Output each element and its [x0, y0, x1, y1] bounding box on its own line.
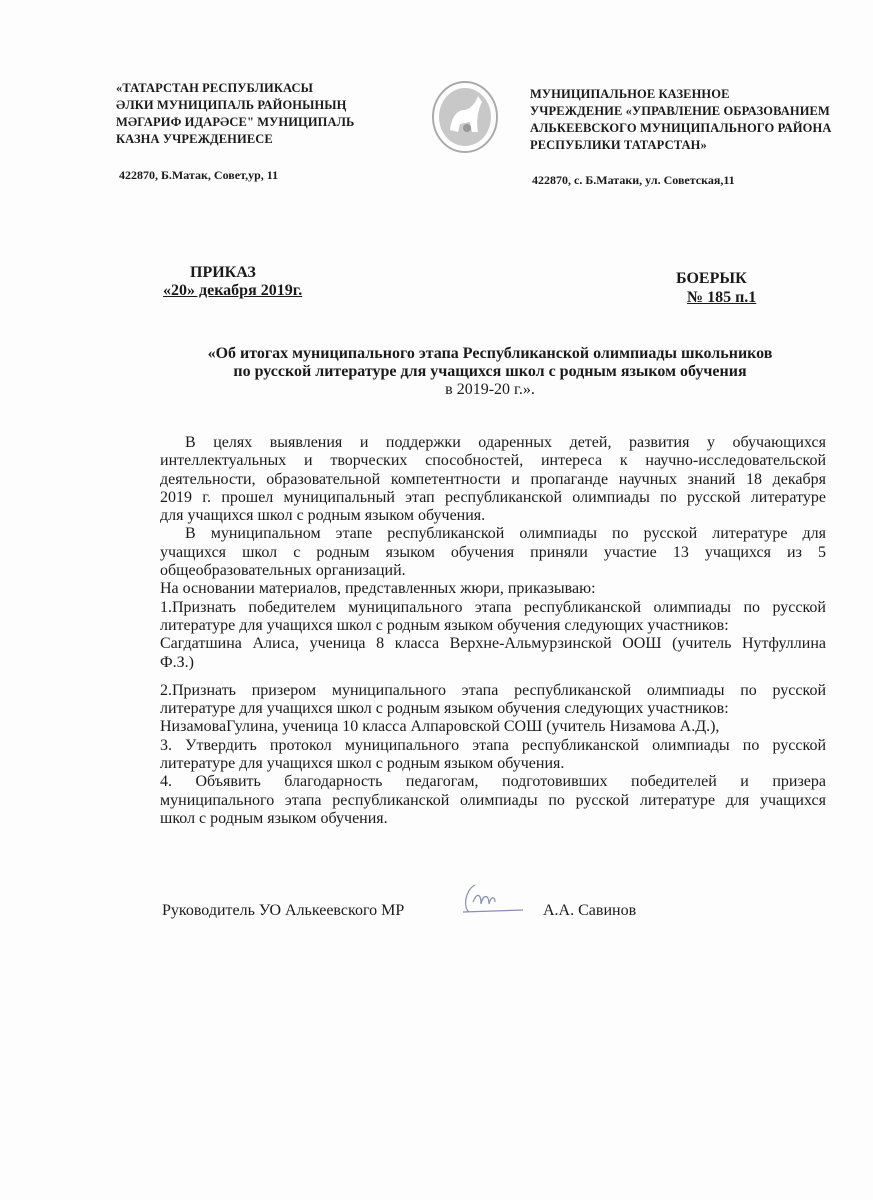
- body-line: для учащихся школ с родным языком обучения.: [160, 507, 486, 525]
- header-left-line: ӘЛКИ МУНИЦИПАЛЬ РАЙОНЫНЫҢ: [116, 98, 347, 112]
- header-left-line: КАЗНА УЧРЕЖДЕНИЕСЕ: [116, 132, 273, 146]
- title-line: «Об итогах муниципального этапа Республиканской олимпиады школьников: [207, 345, 773, 362]
- body-line: В муниципальном этапе республиканской олимпиады по русской литературе для: [185, 525, 826, 543]
- body-line: литературе для учащихся школ с родным языком обучения.: [160, 755, 565, 773]
- body-line: 2.Признать призером муниципального этапа республиканской олимпиады по русской: [160, 681, 826, 699]
- body-line: На основании материалов, представленных жюри, приказываю:: [160, 580, 596, 598]
- body-line: 3. Утвердить протокол муниципального этапа республиканской олимпиады по русской: [160, 736, 826, 754]
- body-line: деятельности, образовательной компетентности и пропаганде научных знаний 18 декабря: [160, 470, 826, 488]
- signature-name: А.А. Савинов: [543, 902, 637, 919]
- title-line: в 2019-20 г.».: [445, 381, 535, 398]
- body-line: школ с родным языком обучения.: [160, 809, 388, 827]
- document-body: [160, 434, 826, 828]
- header-right-line: УЧРЕЖДЕНИЕ «УПРАВЛЕНИЕ ОБРАЗОВАНИЕМ: [530, 104, 830, 118]
- body-line: 2019 г. прошел муниципальный этап республиканской олимпиады по русской литературе: [160, 488, 826, 506]
- order-number: № 185 п.1: [687, 289, 757, 306]
- header-right-address: 422870, с. Б.Матаки, ул. Советская,11: [532, 173, 735, 187]
- order-label-tt: БОЕРЫК: [676, 270, 747, 287]
- body-line: НизамоваГулина, ученица 10 класса Алпаровской СОШ (учитель Низамова А.Д.),: [160, 718, 720, 736]
- order-date: «20» декабря 2019г.: [163, 282, 303, 299]
- header-right: [530, 86, 831, 154]
- body-line: Ф.З.): [160, 653, 194, 671]
- document-title: [150, 345, 830, 399]
- body-line: общеобразовательных организаций.: [160, 562, 406, 580]
- body-line: литературе для учащихся школ с родным языком обучения следующих участников:: [160, 616, 729, 634]
- tatarstan-emblem-icon: [430, 80, 500, 154]
- body-line: муниципального этапа республиканской олимпиады по русской литературе для учащихся: [160, 791, 826, 809]
- header-right-line: РЕСПУБЛИКИ ТАТАРСТАН»: [530, 138, 707, 152]
- title-line: по русской литературе для учащихся школ с родным языком обучения: [233, 363, 747, 380]
- body-line: учащихся школ с родным языком обучения приняли участие 13 учащихся из 5: [160, 543, 826, 561]
- signature-position: Руководитель УО Алькеевского МР: [162, 902, 405, 919]
- header-left-line: МӘГАРИФ ИДАРӘСЕ" МУНИЦИПАЛЬ: [116, 115, 355, 129]
- body-line: Сагдатшина Алиса, ученица 8 класса Верхне-Альмурзинской ООШ (учитель Нутфуллина: [160, 635, 826, 653]
- body-line: В целях выявления и поддержки одаренных детей, развития у обучающихся: [185, 434, 826, 451]
- header-right-line: АЛЬКЕЕВСКОГО МУНИЦИПАЛЬНОГО РАЙОНА: [530, 121, 832, 135]
- header-left-line: «ТАТАРСТАН РЕСПУБЛИКАСЫ: [116, 81, 313, 95]
- header-left: [116, 80, 354, 148]
- order-label-ru: ПРИКАЗ: [190, 264, 256, 281]
- body-line: 1.Признать победителем муниципального этапа республиканской олимпиады по русской: [160, 598, 826, 616]
- body-line: интеллектуальных и творческих способностей, интереса к научно-исследовательской: [160, 452, 826, 470]
- body-line: 4. Объявить благодарность педагогам, подготовивших победителей и призера: [160, 773, 826, 791]
- handwritten-signature-icon: [455, 880, 530, 920]
- body-line: литературе для учащихся школ с родным языком обучения следующих участников:: [160, 700, 729, 718]
- header-right-line: МУНИЦИПАЛЬНОЕ КАЗЕННОЕ: [530, 87, 730, 101]
- header-left-address: 422870, Б.Матак, Совет,ур, 11: [119, 168, 279, 182]
